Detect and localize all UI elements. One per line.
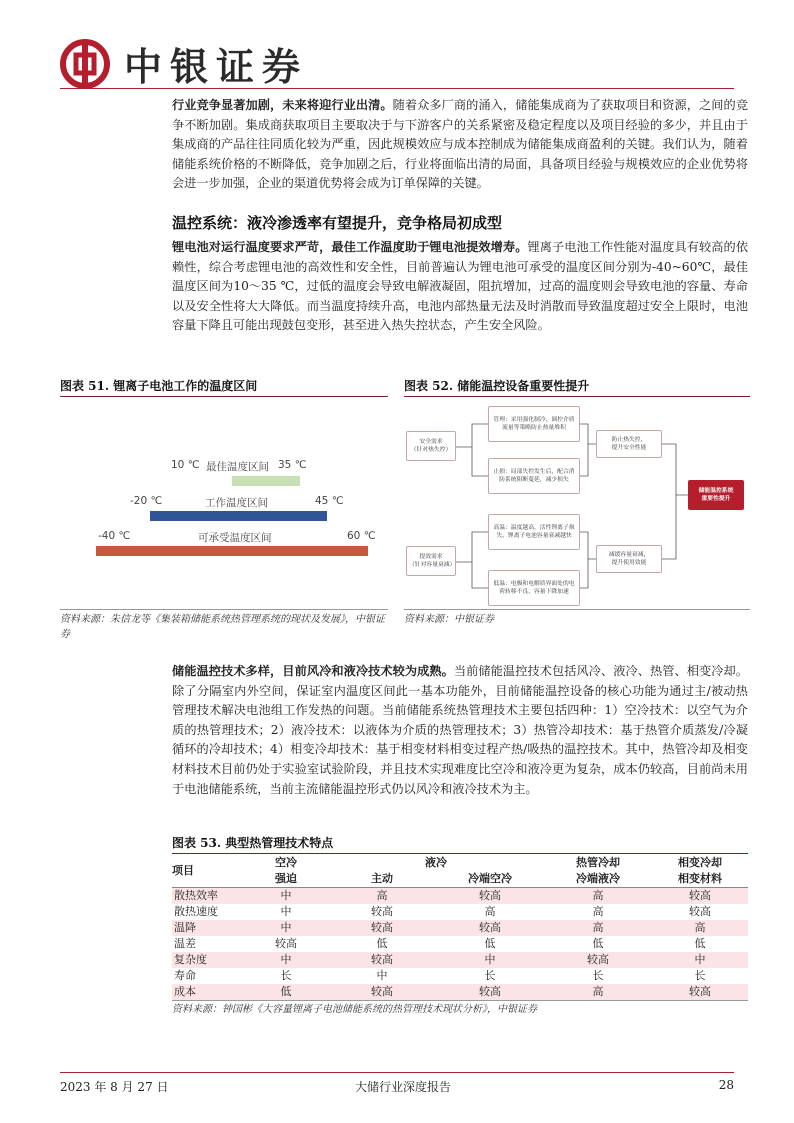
table-row-label: 寿命	[174, 969, 196, 982]
table-cell: 中	[376, 969, 388, 982]
prevent-runaway-box: 防止热失控， 提升安全性能	[596, 430, 662, 458]
table-cell: 长	[694, 969, 706, 982]
table-row-label: 温差	[174, 937, 196, 950]
header-air: 空冷	[244, 855, 328, 871]
table-cell: 较高	[436, 920, 544, 936]
table-cell: 高	[544, 920, 652, 936]
fig51-source-rule	[60, 609, 388, 610]
table-cell: 较高	[328, 984, 436, 1000]
table-cell: 较高	[371, 905, 393, 918]
fig52-title: 图表 52. 储能温控设备重要性提升	[404, 379, 590, 393]
footer-title: 大储行业深度报告	[355, 1080, 452, 1094]
table-row-label: 成本	[172, 984, 244, 1000]
header-heatpipe: 热管冷却	[544, 855, 652, 871]
table-cell: 较高	[436, 984, 544, 1000]
table-cell: 高	[328, 888, 436, 905]
table-body	[172, 888, 748, 1001]
bank-logo-icon	[60, 39, 110, 89]
paragraph-lead: 储能温控技术多样，目前风冷和液冷技术较为成熟。	[172, 664, 454, 678]
table-cell: 高	[592, 905, 604, 918]
paragraph-competition	[172, 96, 748, 194]
fig51-source: 资料来源：朱信龙等《集装箱储能系统热管理系统的现状及发展》，中银证券	[60, 614, 385, 640]
optimal-range-bar	[232, 476, 300, 486]
table-cell: 较高	[652, 984, 748, 1000]
paragraph-lead: 行业竞争显著加剧，未来将迎行业出清。	[172, 98, 393, 112]
tolerable-range-high: 60 ℃	[347, 530, 376, 542]
table-cell: 中	[244, 952, 328, 968]
subheader-pcm: 相变材料	[652, 871, 748, 888]
table-row-label: 散热速度	[174, 905, 218, 918]
fig51-temperature-ranges	[60, 398, 388, 608]
table-cell: 中	[280, 905, 292, 918]
subheader-air-end: 冷端空冷	[436, 871, 544, 888]
tolerable-range-low: -40 ℃	[98, 530, 131, 542]
table-cell: 较高	[652, 888, 748, 905]
reduce-decay-box: 减缓容量衰减， 提升使用效能	[596, 545, 662, 573]
table-cell: 长	[280, 969, 292, 982]
working-range-bar	[150, 511, 327, 521]
section-title: 温控系统：液冷渗透率有望提升，竞争格局初成型	[172, 214, 503, 232]
table-cell: 低	[592, 937, 604, 950]
brand-name: 中银证券	[124, 45, 309, 89]
low-temp-box: 低温：电极和电解质界面处的电荷转移不良，容量下降加速	[488, 570, 580, 606]
optimal-range-low: 10 ℃	[171, 459, 200, 471]
table-row	[172, 984, 748, 1000]
table-cell: 低	[694, 937, 706, 950]
table-cell: 高	[484, 905, 496, 918]
paragraph-temperature	[172, 238, 748, 336]
table-cell: 中	[244, 920, 328, 936]
subheader-forced: 强迫	[244, 871, 328, 888]
table-row	[172, 920, 748, 936]
fig53-title-rule	[172, 853, 748, 854]
fig52-source-rule	[404, 609, 750, 610]
paragraph-body: 随着众多厂商的涌入，储能集成商为了获取项目和资源，之间的竞争不断加剧。集成商获取项目主要取决于与下游客户的关系紧密及稳定程度以及项目经验的多少，并且由于集成商的产品往往同质化较为严重，因此规模效应与成本控制成为储能集成商盈利的关键。我们认为，随着储能系统价格的不断降低，竞争加剧之后，行业将面临出清的局面，具备项目经验与规模效应的企业优势将会进一步加强，企业的渠道优势将会成为订单保障的关键。	[172, 98, 749, 191]
table-cell: 较高	[328, 920, 436, 936]
table-cell: 长	[592, 969, 604, 982]
footer-date: 2023 年 8 月 27 日	[60, 1080, 169, 1094]
capacity-demand-box: 提效需求 （针对容量衰减）	[406, 546, 456, 576]
paragraph-body: 当前储能温控技术包括风冷、液冷、热管、相变冷却。除了分隔室内外空间，保证室内温度区间此一基本功能外，目前储能温控设备的核心功能为通过主/被动热管理技术解决电池组工作发热的问题。当前储能系统热管理技术主要包括四种：1）空冷技术：以空气为介质的热管理技术；2）液冷技术：以液体为介质的热管理技术；3）热管冷却技术：基于热管介质蒸发/冷凝循环的冷却技术；4）相变冷却技术：基于相变材料相变过程产热/吸热的温控技术。其中，热管冷却及相变材料技术目前仍处于实验室试验阶段，并且技术实现难度比空冷和液冷更为复杂，成本仍较高，目前尚未用于电池储能系统，当前主流储能温控形式仍以风冷和液冷技术为主。	[172, 664, 748, 796]
table-header-row-2	[172, 871, 748, 888]
table-header-row-1	[172, 855, 748, 871]
header-item: 项目	[172, 855, 244, 888]
table-row	[172, 952, 748, 968]
importance-result-box: 储能温控系统 重要性提升	[688, 480, 744, 510]
table-cell: 高	[544, 984, 652, 1000]
tolerable-range-name: 可承受温度区间	[198, 532, 272, 544]
fig53-source: 资料来源：钟国彬《大容量锂离子电池储能系统的热管理技术现状分析》，中银证券	[172, 1004, 537, 1015]
header-liquid: 液冷	[328, 855, 544, 871]
table-cell: 高	[544, 888, 652, 905]
header-logo	[60, 36, 308, 91]
table-cell: 较高	[328, 952, 436, 968]
fig52-diagram	[404, 398, 750, 608]
table-row	[172, 968, 748, 984]
paragraph-body: 锂离子电池工作性能对温度具有较高的依赖性，综合考虑锂电池的高效性和安全性，目前普遍认为锂电池可承受的温度区间分别为-40~60℃，最佳温度区间为10～35 ℃，过低的温度会导致电解液凝固，阻抗增加，过高的温度则会导致电池的容量、寿命以及安全性将大大降低。而当温度持续升高，电池内部热量无法及时消散而导致温度超过安全上限时，电池容量下降且可能出现鼓包变形，甚至进入热失控状态，产生安全风险。	[172, 240, 749, 333]
tolerable-range-bar	[96, 546, 368, 556]
table-cell: 中	[652, 952, 748, 968]
fig53-title: 图表 53. 典型热管理技术特点	[172, 836, 334, 850]
table-cell: 低	[244, 984, 328, 1000]
table-row-label: 温降	[172, 920, 244, 936]
optimal-range-name: 最佳温度区间	[206, 461, 269, 473]
paragraph-technologies	[172, 662, 748, 799]
table-cell: 较高	[275, 937, 297, 950]
working-range-high: 45 ℃	[315, 495, 344, 507]
management-box: 管理：采用强化制冷、调控介质流量等策略防止热量堆积	[488, 406, 580, 442]
table-row-label: 复杂度	[172, 952, 244, 968]
table-cell: 较高	[544, 952, 652, 968]
footer-divider	[60, 1072, 734, 1073]
paragraph-lead: 锂电池对运行温度要求严苛，最佳工作温度助于锂电池提效增寿。	[172, 240, 528, 254]
table-cell: 中	[436, 952, 544, 968]
subheader-liquid-end: 冷端液冷	[544, 871, 652, 888]
table-row	[172, 888, 748, 905]
table-row-label: 散热效率	[172, 888, 244, 905]
table-cell: 较高	[689, 905, 711, 918]
subheader-active: 主动	[328, 871, 436, 888]
fig51-title: 图表 51. 锂离子电池工作的温度区间	[60, 379, 258, 393]
high-temp-box: 高温：温度越高，活性锂离子损失、锂离子电池容量衰减越快	[488, 514, 580, 550]
table-cell: 低	[376, 937, 388, 950]
header-divider	[60, 88, 734, 89]
safety-demand-box: 安全需求 （针对热失控）	[406, 431, 456, 461]
loss-stop-box: 止损：局部失控发生后，配合消防系统阻断蔓延，减少损失	[488, 458, 580, 494]
table-row	[172, 904, 748, 920]
table-row	[172, 936, 748, 952]
optimal-range-high: 35 ℃	[278, 459, 307, 471]
footer-page-number: 28	[718, 1078, 734, 1092]
table-cell: 较高	[436, 888, 544, 905]
thermal-tech-table	[172, 855, 748, 1000]
header-phase: 相变冷却	[652, 855, 748, 871]
table-cell: 长	[484, 969, 496, 982]
working-range-low: -20 ℃	[130, 495, 163, 507]
fig52-title-rule	[404, 396, 750, 397]
fig53-source-rule	[172, 1000, 748, 1001]
fig52-source: 资料来源：中银证券	[404, 614, 494, 625]
table-cell: 中	[244, 888, 328, 905]
fig51-title-rule	[60, 396, 388, 397]
table-cell: 低	[484, 937, 496, 950]
working-range-name: 工作温度区间	[205, 497, 268, 509]
table-cell: 高	[652, 920, 748, 936]
